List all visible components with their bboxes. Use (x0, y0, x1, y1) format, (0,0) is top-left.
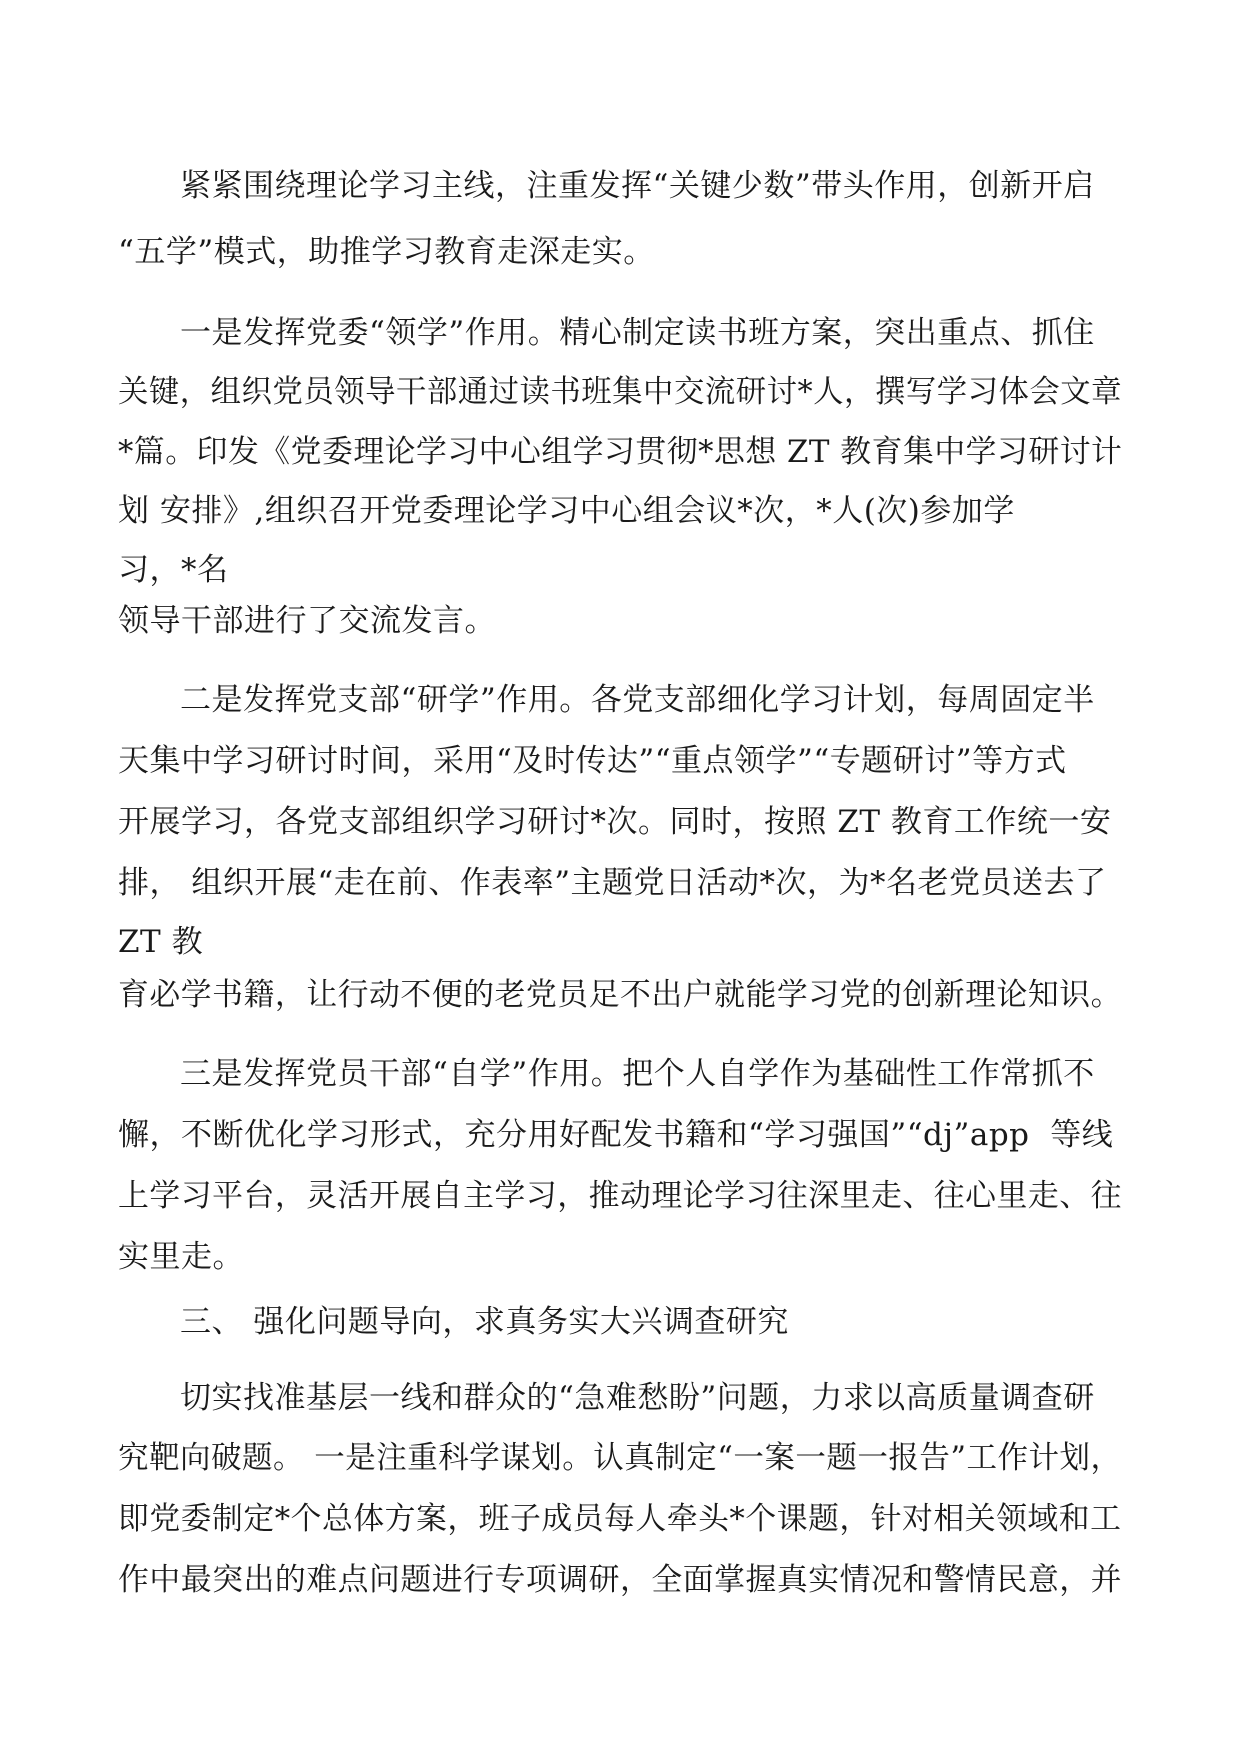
paragraph-5-line-1: 切实找准基层一线和群众的“急难愁盼”问题，力求以高质量调查研 (180, 1380, 1095, 1416)
paragraph-3-line-6: 育必学书籍，让行动不便的老党员足不出户就能学习党的创新理论知识。 (118, 977, 1122, 1013)
paragraph-3-line-1: 二是发挥党支部“研学”作用。各党支部细化学习计划，每周固定半 (180, 682, 1095, 718)
paragraph-5-line-3: 即党委制定*个总体方案，班子成员每人牵头*个课题，针对相关领域和工 (118, 1501, 1122, 1537)
paragraph-3-line-3: 开展学习，各党支部组织学习研讨*次。同时，按照 ZT 教育工作统一安 (118, 804, 1112, 840)
paragraph-2-line-1: 一是发挥党委“领学”作用。精心制定读书班方案，突出重点、抓住 (180, 315, 1095, 351)
paragraph-4-line-3: 上学习平台，灵活开展自主学习，推动理论学习往深里走、往心里走、往 (118, 1178, 1122, 1214)
paragraph-3-line-2: 天集中学习研讨时间，采用“及时传达”“重点领学”“专题研讨”等方式 (118, 743, 1067, 779)
paragraph-1-line-1: 紧紧围绕理论学习主线，注重发挥“关键少数”带头作用，创新开启 (180, 168, 1095, 204)
paragraph-5-line-4: 作中最突出的难点问题进行专项调研，全面掌握真实情况和警情民意，并 (118, 1562, 1122, 1598)
paragraph-2-line-3: *篇。印发《党委理论学习中心组学习贯彻*思想 ZT 教育集中学习研讨计 (118, 434, 1123, 470)
paragraph-5-line-2: 究靶向破题。 一是注重科学谋划。认真制定“一案一题一报告”工作计划， (118, 1440, 1122, 1476)
paragraph-2-line-6: 领导干部进行了交流发言。 (118, 603, 496, 639)
paragraph-3-line-4: 排， 组织开展“走在前、作表率”主题党日活动*次，为*名老党员送去了 (118, 865, 1107, 901)
paragraph-2-line-5: 习，*名 (118, 552, 229, 588)
paragraph-4-line-2: 懈，不断优化学习形式，充分用好配发书籍和“学习强国”“dj”app 等线 (118, 1117, 1114, 1153)
paragraph-3-line-5: ZT 教 (118, 924, 204, 960)
paragraph-4-line-4: 实里走。 (118, 1239, 244, 1275)
section-heading: 三、 强化问题导向，求真务实大兴调查研究 (180, 1304, 789, 1340)
paragraph-2-line-4: 划 安排》,组织召开党委理论学习中心组会议*次，*人(次)参加学 (118, 493, 1015, 529)
paragraph-4-line-1: 三是发挥党员干部“自学”作用。把个人自学作为基础性工作常抓不 (180, 1056, 1095, 1092)
paragraph-1-line-2: “五学”模式，助推学习教育走深走实。 (118, 234, 655, 270)
paragraph-2-line-2: 关键，组织党员领导干部通过读书班集中交流研讨*人，撰写学习体会文章 (118, 374, 1123, 410)
